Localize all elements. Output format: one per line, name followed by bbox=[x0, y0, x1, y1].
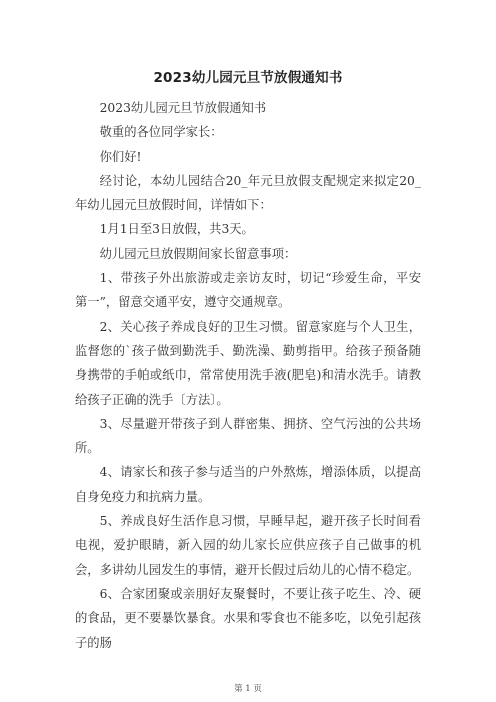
paragraph-intro: 经讨论，本幼儿园结合20_年元旦放假支配规定来拟定20_年幼儿园元旦放假时间，详情如下： bbox=[75, 173, 421, 213]
paragraph-salutation: 敬重的各位同学家长： bbox=[99, 125, 223, 140]
paragraph-greeting: 你们好! bbox=[99, 149, 142, 164]
document-body bbox=[75, 96, 421, 655]
paragraph-item-4: 4、请家长和孩子参与适当的户外熬炼，增添体质，以提高自身免疫力和抗病力量。 bbox=[75, 465, 421, 504]
paragraph-item-3: 3、尽量避开带孩子到人群密集、拥挤、空气污浊的公共场所。 bbox=[75, 416, 421, 456]
paragraph-item-1: 1、带孩子外出旅游或走亲访友时，切记“珍爱生命，平安第一”，留意交通平安，遵守交通规章。 bbox=[75, 271, 421, 310]
paragraph-subtitle: 2023幼儿园元旦节放假通知书 bbox=[99, 101, 267, 115]
paragraph-item-2: 2、关心孩子养成良好的卫生习惯。留意家庭与个人卫生，监督您的`孩子做到勤洗手、勤洗澡、勤剪指甲。给孩子预备随身携带的手帕或纸巾，常常使用洗手液(肥皂)和清水洗手。请教给孩子正确的洗手〔方法〕。 bbox=[75, 319, 421, 407]
paragraph-item-5: 5、养成良好生活作息习惯，早睡早起，避开孩子长时间看电视，爱护眼睛，新入园的幼儿家长应供应孩子自己做事的机会，多讲幼儿园发生的事情，避开长假过后幼儿的心情不稳定。 bbox=[75, 514, 421, 577]
document-title: 2023幼儿园元旦节放假通知书 bbox=[153, 70, 343, 86]
page-number: 第 1 页 bbox=[234, 684, 262, 694]
paragraph-dates: 1月1日至3日放假，共3天。 bbox=[99, 222, 254, 237]
paragraph-notice-heading: 幼儿园元旦放假期间家长留意事项： bbox=[99, 246, 297, 261]
paragraph-item-6: 6、合家团聚或亲朋好友聚餐时，不要让孩子吃生、冷、硬的食品，更不要暴饮暴食。水果和零食也不能多吃，以免引起孩子的肠 bbox=[75, 586, 421, 650]
